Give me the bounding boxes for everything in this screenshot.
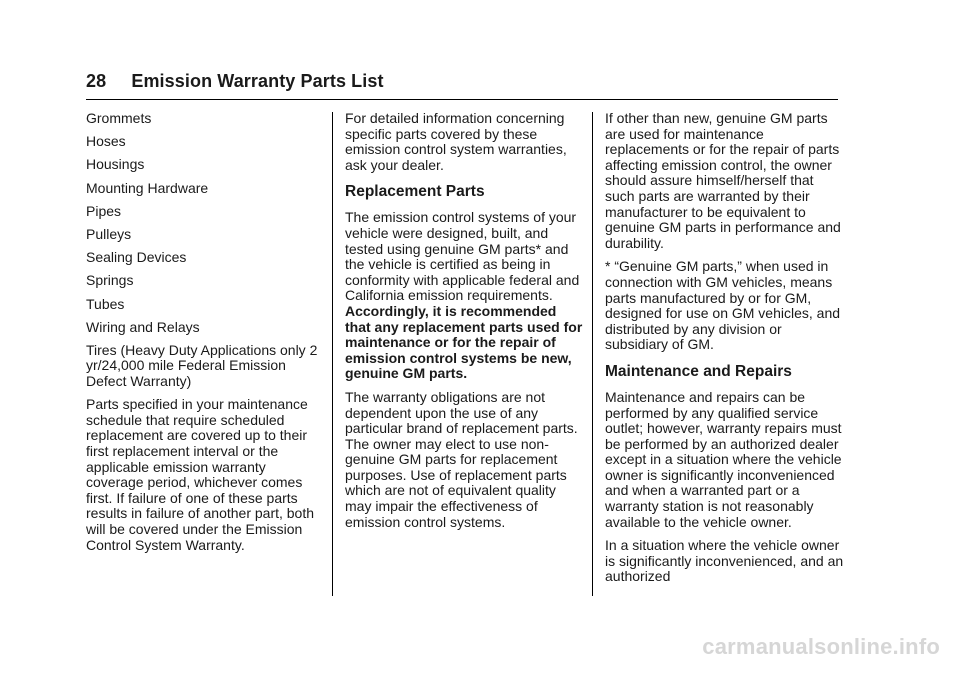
list-item: Tubes bbox=[86, 295, 125, 312]
column-2 bbox=[345, 111, 583, 538]
list-item: Wiring and Relays bbox=[86, 318, 200, 335]
page-header bbox=[86, 71, 384, 92]
maintenance-repairs-heading: Maintenance and Repairs bbox=[605, 362, 792, 380]
list-item: Pulleys bbox=[86, 225, 132, 242]
replacement-parts-recommendation: Accordingly, it is recommended that any replacement parts used for maintenance or for the repair of emission control systems be new, genuine GM parts. bbox=[345, 302, 583, 382]
page-number: 28 bbox=[86, 71, 107, 91]
list-item: Hoses bbox=[86, 133, 126, 150]
watermark: carmanualsonline.info bbox=[702, 634, 940, 659]
situation-paragraph: In a situation where the vehicle owner is significantly inconvenienced, and an authorized bbox=[605, 537, 844, 585]
intro-paragraph: For detailed information concerning specific parts covered by these emission control system warranties, ask your dealer. bbox=[345, 110, 567, 173]
list-item: Grommets bbox=[86, 110, 152, 126]
tires-paragraph: Tires (Heavy Duty Applications only 2 yr/24,000 mile Federal Emission Defect Warranty) bbox=[86, 341, 318, 390]
replacement-parts-text: The emission control systems of your vehicle were designed, built, and tested using genuine GM parts* and the vehicle is certified as being in conformity with applicable federal and California emission requirements. bbox=[345, 209, 580, 304]
replacement-parts-paragraph bbox=[345, 210, 583, 382]
genuine-parts-footnote: * “Genuine GM parts,” when used in connection with GM vehicles, means parts manufactured by or for GM, designed for use on GM vehicles, and distributed by any division or subsidiary of GM. bbox=[605, 258, 841, 353]
warranty-obligations-paragraph: The warranty obligations are not dependent upon the use of any particular brand of replacement parts. The owner may elect to use non-genuine GM parts for replacement purposes. Use of replacement parts which are not of equivalent quality may impair the effectiveness of emission control systems. bbox=[345, 388, 578, 530]
list-item: Pipes bbox=[86, 202, 122, 219]
replacement-parts-heading: Replacement Parts bbox=[345, 183, 485, 201]
list-item: Housings bbox=[86, 156, 145, 173]
parts-specified-paragraph: Parts specified in your maintenance schedule that require scheduled replacement are covered up to their first replacement interval or the applicable emission warranty coverage period, whichever comes first. If failure of one of these parts results in failure of another part, both will be covered under the Emission Control System Warranty. bbox=[86, 396, 315, 553]
maintenance-repairs-paragraph: Maintenance and repairs can be performed by any qualified service outlet; however, warranty repairs must be performed by an authorized dealer except in a situation where the vehicle owner is significantly inconvenienced and when a warranted part or a warranty station is not reasonably available to the vehicle owner. bbox=[605, 388, 842, 530]
list-item: Springs bbox=[86, 272, 134, 289]
list-item: Sealing Devices bbox=[86, 249, 187, 266]
other-than-new-paragraph: If other than new, genuine GM parts are used for maintenance replacements or for the repair of parts affecting emission control, the owner should assure himself/herself that such parts are warranted by their manufacturer to be equivalent to genuine GM parts in performance and durability. bbox=[605, 110, 841, 251]
column-1 bbox=[86, 111, 322, 561]
page-title: Emission Warranty Parts List bbox=[131, 71, 384, 91]
header-rule bbox=[86, 99, 838, 100]
column-divider-1 bbox=[332, 112, 333, 596]
column-3 bbox=[605, 111, 845, 593]
list-item: Mounting Hardware bbox=[86, 179, 209, 196]
column-divider-2 bbox=[592, 112, 593, 596]
